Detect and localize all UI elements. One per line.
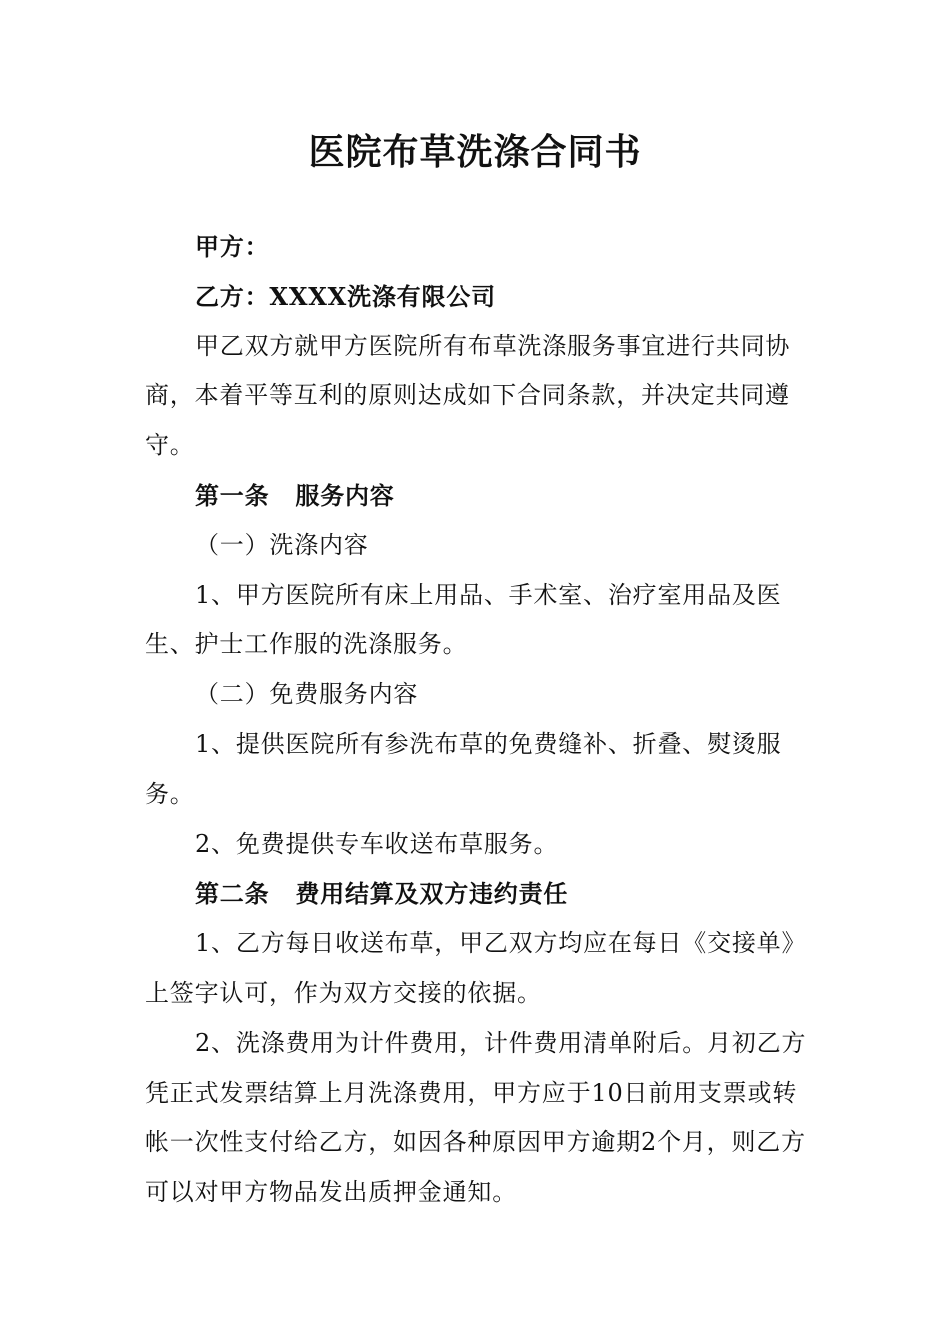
article-2-item-2: 2、洗涤费用为计件费用，计件费用清单附后。月初乙方凭正式发票结算上月洗涤费用，甲方应于10日前用支票或转帐一次性支付给乙方，如因各种原因甲方逾期2个月，则乙方可以对甲方物品发出质押金通知。 <box>145 1028 807 1207</box>
article-1-subsection-2: （二）免费服务内容 <box>195 680 419 709</box>
article-1-sub1-item-1: 1、甲方医院所有床上用品、手术室、治疗室用品及医生、护士工作服的洗涤服务。 <box>145 580 782 659</box>
article-1-sub2-item-2: 2、免费提供专车收送布草服务。 <box>195 829 559 858</box>
document-body <box>145 222 810 1218</box>
party-b-line: 乙方：XXXX洗涤有限公司 <box>195 281 496 311</box>
article-2-number: 第二条 <box>195 879 270 909</box>
document-title: 医院布草洗涤合同书 <box>308 131 642 173</box>
article-1-subsection-1: （一）洗涤内容 <box>195 530 369 559</box>
article-2-heading <box>145 869 810 919</box>
article-1-sub2-item-1: 1、提供医院所有参洗布草的免费缝补、折叠、熨烫服务。 <box>145 729 782 808</box>
article-2-item-1: 1、乙方每日收送布草，甲乙双方均应在每日《交接单》上签字认可，作为双方交接的依据。 <box>145 929 807 1007</box>
intro-paragraph: 甲乙双方就甲方医院所有布草洗涤服务事宜进行共同协商，本着平等互利的原则达成如下合同条款，并决定共同遵守。 <box>145 331 791 460</box>
article-2-title: 费用结算及双方违约责任 <box>295 879 569 909</box>
article-1-number: 第一条 <box>195 480 270 510</box>
party-a-line: 甲方： <box>195 232 270 261</box>
article-1-title: 服务内容 <box>295 480 395 510</box>
article-1-heading <box>145 471 810 521</box>
